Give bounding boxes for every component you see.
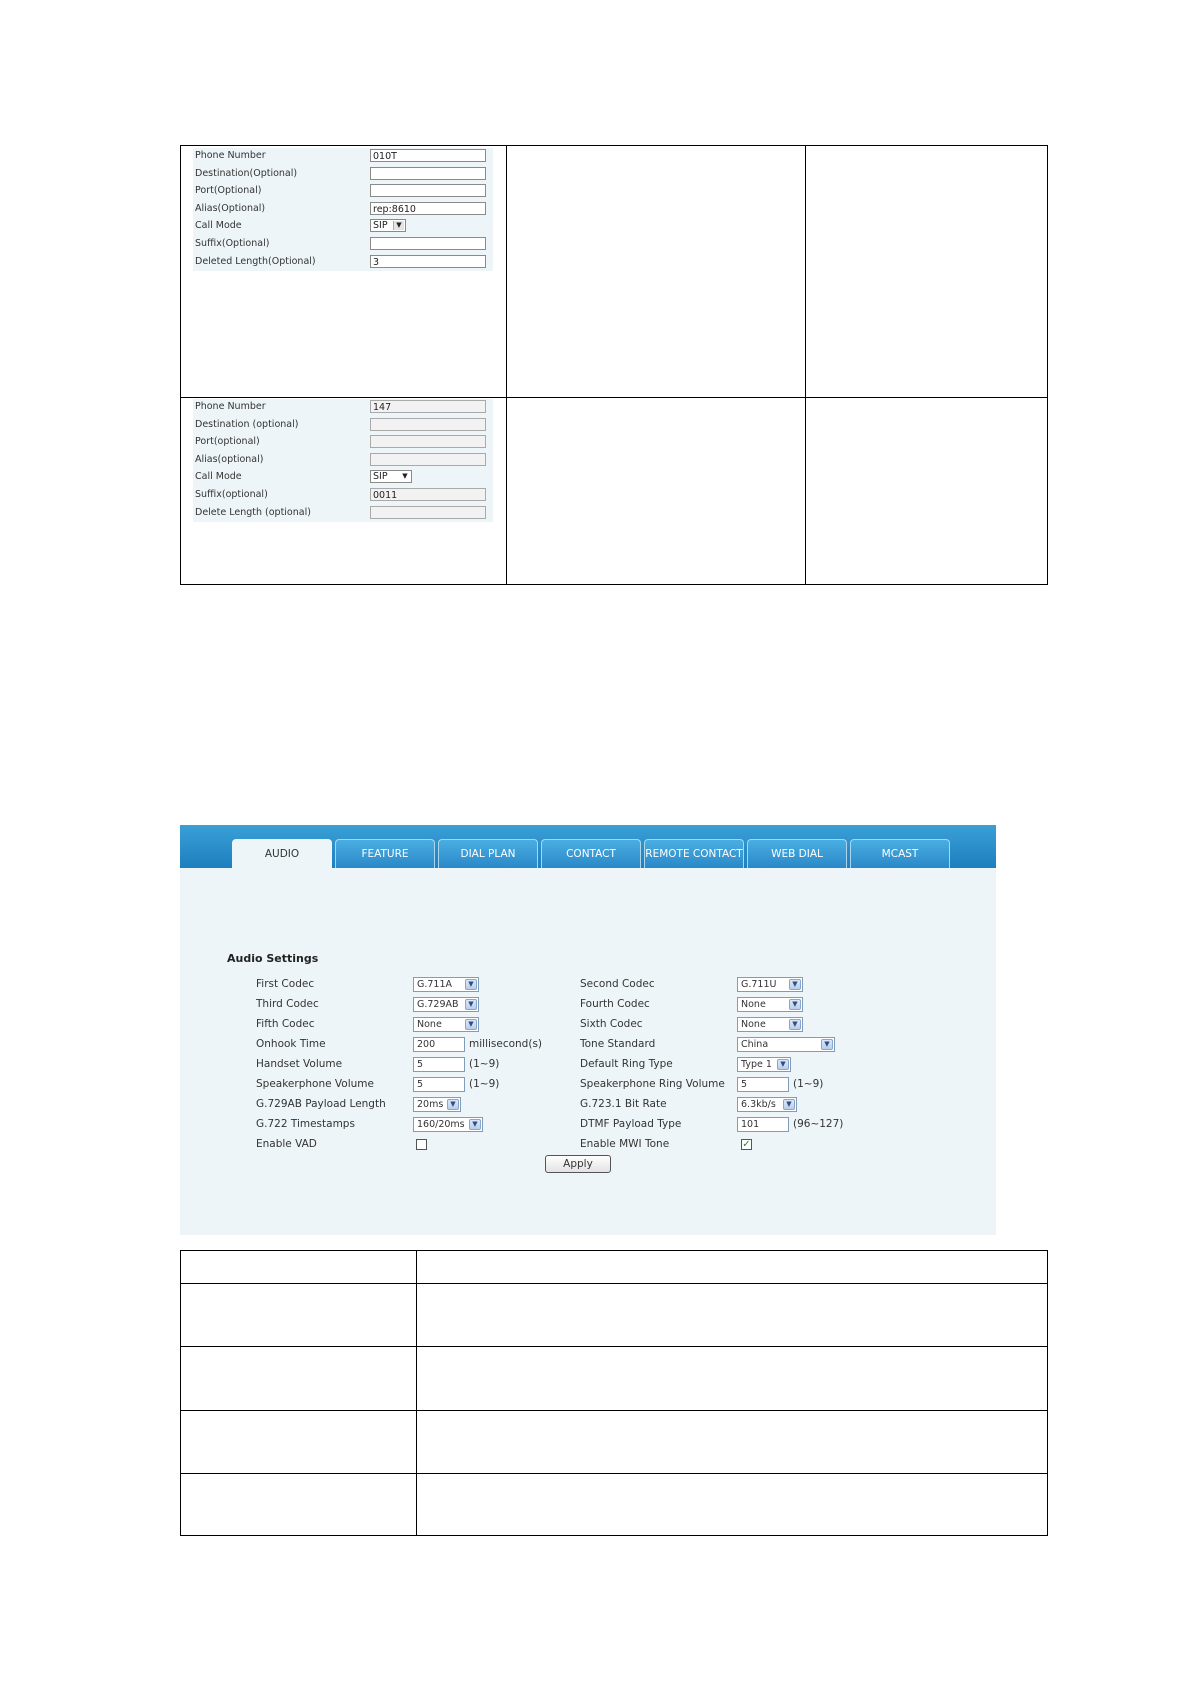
setting-label: G.723.1 Bit Rate	[580, 1098, 667, 1110]
suffix-input[interactable]	[370, 237, 486, 250]
select-value: China	[741, 1039, 769, 1050]
table-divider	[506, 146, 507, 584]
unit-label: (96~127)	[793, 1118, 844, 1130]
tab-dial-plan[interactable]: DIAL PLAN	[438, 839, 538, 868]
enable-vad-checkbox[interactable]	[416, 1139, 427, 1150]
chevron-down-icon: ▼	[469, 1119, 481, 1130]
select-value: None	[741, 999, 766, 1010]
tone-standard-select[interactable]	[737, 1037, 835, 1052]
setting-label: Second Codec	[580, 978, 655, 990]
chevron-down-icon: ▼	[789, 979, 801, 990]
table-divider	[416, 1251, 417, 1535]
sixth-codec-select[interactable]	[737, 1017, 803, 1032]
rule1-row-destination	[193, 166, 493, 184]
setting-label: Handset Volume	[256, 1058, 343, 1070]
dial-plan-table	[180, 145, 1048, 585]
rule2-row-alias	[193, 452, 493, 470]
setting-label: Enable MWI Tone	[580, 1138, 670, 1150]
rule1-row-alias	[193, 201, 493, 219]
field-label: Suffix(optional)	[195, 488, 268, 500]
g722-timestamps-select[interactable]	[413, 1117, 483, 1132]
section-title: Audio Settings	[227, 952, 319, 965]
audio-settings-panel	[180, 825, 996, 1235]
field-label: Phone Number	[195, 150, 266, 161]
setting-label: Tone Standard	[580, 1038, 656, 1050]
fifth-codec-select[interactable]	[413, 1017, 479, 1032]
select-value: G.711A	[417, 979, 453, 990]
rule2-row-port	[193, 434, 493, 452]
chevron-down-icon: ▼	[789, 999, 801, 1010]
onhook-time-input[interactable]: 200	[413, 1037, 465, 1052]
rule1-row-suffix	[193, 236, 493, 254]
port-input[interactable]	[370, 435, 486, 448]
select-value: None	[741, 1019, 766, 1030]
setting-label: Sixth Codec	[580, 1018, 643, 1030]
fourth-codec-select[interactable]	[737, 997, 803, 1012]
unit-label: (1~9)	[469, 1078, 500, 1090]
field-label: Destination(Optional)	[195, 167, 298, 179]
tab-audio[interactable]: AUDIO	[232, 839, 332, 868]
rule2-row-suffix	[193, 487, 493, 505]
setting-label: Default Ring Type	[580, 1058, 673, 1070]
select-value: 160/20ms	[417, 1119, 465, 1130]
deleted-length-input[interactable]: 3	[370, 255, 486, 268]
setting-label: DTMF Payload Type	[580, 1118, 682, 1130]
call-mode-select[interactable]	[370, 219, 406, 232]
unit-label: (1~9)	[469, 1058, 500, 1070]
chevron-down-icon: ▼	[783, 1099, 795, 1110]
field-label: Phone Number	[195, 401, 266, 412]
setting-label: Speakerphone Volume	[256, 1078, 374, 1090]
third-codec-select[interactable]	[413, 997, 479, 1012]
setting-label: Onhook Time	[256, 1038, 326, 1050]
call-mode-select[interactable]	[370, 470, 412, 483]
phone-number-input[interactable]: 147	[370, 400, 486, 413]
setting-label: First Codec	[256, 978, 315, 990]
select-value: G.729AB	[417, 999, 459, 1010]
chevron-down-icon: ▼	[465, 1019, 477, 1030]
tab-web-dial[interactable]: WEB DIAL	[747, 839, 847, 868]
dtmf-payload-type-input[interactable]: 101	[737, 1117, 789, 1132]
rule1-row-port	[193, 183, 493, 201]
chevron-down-icon: ▼	[447, 1099, 459, 1110]
setting-label: Fifth Codec	[256, 1018, 315, 1030]
default-ring-type-select[interactable]	[737, 1057, 791, 1072]
delete-length-input[interactable]	[370, 506, 486, 519]
rule2-row-delete-length	[193, 505, 493, 523]
handset-volume-input[interactable]: 5	[413, 1057, 465, 1072]
tab-contact[interactable]: CONTACT	[541, 839, 641, 868]
rule2-row-phone-number	[193, 399, 493, 417]
chevron-down-icon: ▼	[789, 1019, 801, 1030]
field-label: Port(Optional)	[195, 185, 262, 197]
select-value: SIP	[373, 220, 388, 232]
g7231-bit-rate-select[interactable]	[737, 1097, 797, 1112]
tab-mcast[interactable]: MCAST	[850, 839, 950, 868]
enable-mwi-tone-checkbox[interactable]: ✓	[742, 1139, 751, 1150]
g729ab-payload-select[interactable]	[413, 1097, 461, 1112]
select-value: None	[417, 1019, 442, 1030]
select-value: 20ms	[417, 1099, 444, 1110]
first-codec-select[interactable]	[413, 977, 479, 992]
destination-input[interactable]	[370, 418, 486, 431]
field-label: Alias(Optional)	[195, 202, 266, 214]
setting-label: Enable VAD	[256, 1138, 317, 1150]
phone-number-input[interactable]: 010T	[370, 149, 486, 162]
select-value: SIP	[373, 471, 388, 483]
chevron-down-icon: ▼	[393, 221, 404, 230]
field-label: Delete Length (optional)	[195, 506, 311, 518]
field-label: Port(optional)	[195, 436, 260, 448]
setting-label: Third Codec	[256, 998, 319, 1010]
dial-rule-form-2	[193, 399, 493, 522]
chevron-down-icon: ▼	[821, 1039, 833, 1050]
select-value: Type 1	[741, 1059, 772, 1070]
field-label: Alias(optional)	[195, 453, 264, 465]
rule1-row-call-mode	[193, 218, 493, 236]
rule2-row-call-mode	[193, 469, 493, 487]
setting-label: G.722 Timestamps	[256, 1118, 355, 1130]
field-label: Suffix(Optional)	[195, 237, 270, 249]
chevron-down-icon: ▼	[465, 999, 477, 1010]
chevron-down-icon: ▼	[400, 472, 410, 481]
setting-label: Fourth Codec	[580, 998, 650, 1010]
second-codec-select[interactable]	[737, 977, 803, 992]
apply-button[interactable]: Apply	[545, 1155, 611, 1173]
alias-input[interactable]	[370, 453, 486, 466]
tab-feature[interactable]: FEATURE	[335, 839, 435, 868]
table-divider	[181, 1410, 1047, 1411]
setting-label: Speakerphone Ring Volume	[580, 1078, 725, 1090]
parameter-description-table	[180, 1250, 1048, 1536]
select-value: 6.3kb/s	[741, 1099, 776, 1110]
field-label: Call Mode	[195, 220, 242, 232]
field-label: Destination (optional)	[195, 418, 299, 430]
select-value: G.711U	[741, 979, 777, 990]
suffix-input[interactable]: 0011	[370, 488, 486, 501]
tab-remote-contact[interactable]: REMOTE CONTACT	[644, 839, 744, 868]
speakerphone-volume-input[interactable]: 5	[413, 1077, 465, 1092]
chevron-down-icon: ▼	[777, 1059, 789, 1070]
destination-input[interactable]	[370, 167, 486, 180]
field-label: Deleted Length(Optional)	[195, 255, 316, 267]
port-input[interactable]	[370, 184, 486, 197]
rule1-row-deleted-length	[193, 254, 493, 272]
dial-rule-form-1	[193, 148, 493, 271]
setting-label: G.729AB Payload Length	[256, 1098, 386, 1110]
table-divider	[181, 397, 1047, 398]
unit-label: (1~9)	[793, 1078, 824, 1090]
rule2-row-destination	[193, 417, 493, 435]
field-label: Call Mode	[195, 471, 242, 483]
table-divider	[181, 1283, 1047, 1284]
chevron-down-icon: ▼	[465, 979, 477, 990]
table-divider	[181, 1346, 1047, 1347]
table-divider	[181, 1473, 1047, 1474]
table-divider	[805, 146, 806, 584]
rule1-row-phone-number	[193, 148, 493, 166]
speakerphone-ring-volume-input[interactable]: 5	[737, 1077, 789, 1092]
tab-bar	[180, 825, 996, 868]
alias-input[interactable]: rep:8610	[370, 202, 486, 215]
unit-label: millisecond(s)	[469, 1038, 543, 1050]
